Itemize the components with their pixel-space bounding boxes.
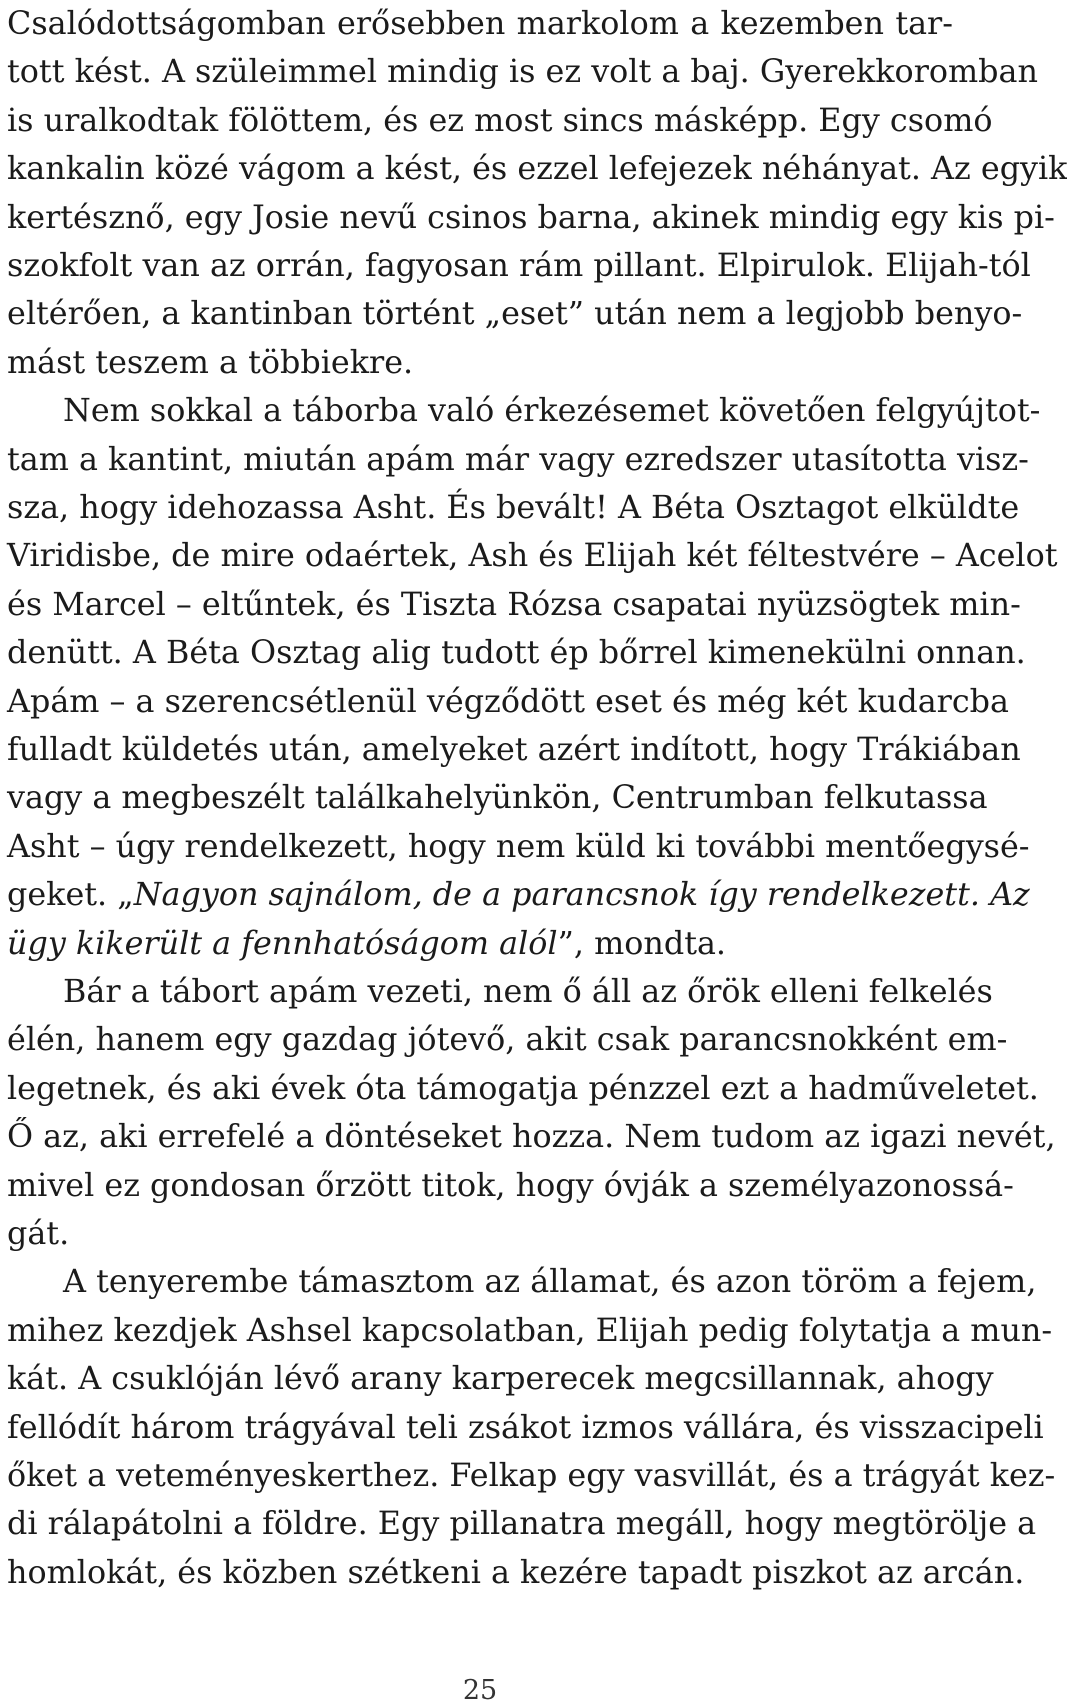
text-line xyxy=(7,1065,1039,1113)
text-segment: Asht – úgy rendelkezett, hogy nem küld ki további mentőegysé- xyxy=(7,827,1030,865)
text-line xyxy=(7,145,1067,193)
text-line xyxy=(7,629,1026,677)
text-segment: geket. „ xyxy=(7,876,134,914)
text-line xyxy=(7,920,953,968)
text-line xyxy=(7,484,1020,532)
italic-text: ügy kikerült a fennhatóságom alól xyxy=(7,924,558,962)
text-line xyxy=(7,1162,1014,1210)
text-segment: di rálapátolni a földre. Egy pillanatra megáll, hogy megtörölje a xyxy=(7,1505,1037,1543)
text-segment: Nem sokkal a táborba való érkezésemet követően felgyújtot- xyxy=(63,392,1041,430)
text-line xyxy=(7,726,1021,774)
text-line xyxy=(7,968,993,1016)
text-line xyxy=(7,823,1030,871)
text-segment: eltérően, a kantinban történt „eset” után nem a legjobb benyo- xyxy=(7,295,1023,333)
text-segment: is uralkodtak fölöttem, és ez most sincs másképp. Egy csomó xyxy=(7,101,993,139)
text-line xyxy=(7,678,1009,726)
text-segment: homlokát, és közben szétkeni a kezére tapadt piszkot az arcán. xyxy=(7,1553,1025,1591)
text-line xyxy=(7,1404,1044,1452)
text-segment: vagy a megbeszélt találkahelyünkön, Centrumban felkutassa xyxy=(7,779,988,817)
text-line xyxy=(7,532,1058,580)
text-line xyxy=(7,1210,953,1258)
text-line xyxy=(7,1549,1025,1597)
text-line xyxy=(7,387,1041,435)
text-line xyxy=(7,581,1021,629)
text-segment: és Marcel – eltűntek, és Tiszta Rózsa csapatai nyüzsögtek min- xyxy=(7,585,1021,623)
text-segment: fulladt küldetés után, amelyeket azért indított, hogy Trákiában xyxy=(7,731,1021,768)
text-segment: kankalin közé vágom a kést, és ezzel lefejezek néhányat. Az egyik xyxy=(7,150,1067,188)
text-segment: őket a veteményeskerthez. Felkap egy vasvillát, és a trágyát kez- xyxy=(7,1457,1056,1494)
text-segment: mivel ez gondosan őrzött titok, hogy óvják a személyazonossá- xyxy=(7,1166,1014,1204)
text-line xyxy=(7,48,1038,96)
text-line xyxy=(7,1452,1056,1500)
text-segment: mihez kezdjek Ashsel kapcsolatban, Elijah pedig folytatja a mun- xyxy=(7,1311,1053,1349)
text-line xyxy=(7,290,1023,338)
text-segment: A tenyerembe támasztom az államat, és azon töröm a fejem, xyxy=(63,1263,1037,1301)
text-segment: kát. A csuklóján lévő arany karperecek megcsillannak, ahogy xyxy=(7,1360,994,1398)
text-line xyxy=(7,436,1029,484)
text-segment: élén, hanem egy gazdag jótevő, akit csak parancsnokként em- xyxy=(7,1021,1008,1059)
text-segment: Csalódottságomban erősebben markolom a kezemben tar- xyxy=(7,5,953,42)
text-line xyxy=(7,1500,1037,1548)
text-segment: fellódít három trágyával teli zsákot izmos vállára, és visszacipeli xyxy=(7,1408,1044,1446)
text-line xyxy=(7,0,953,48)
text-segment: tam a kantint, miután apám már vagy ezredszer utasította visz- xyxy=(7,440,1029,478)
text-segment: Viridisbe, de mire odaértek, Ash és Elijah két féltestvére – Acelot xyxy=(7,537,1058,575)
text-segment: mást teszem a többiekre. xyxy=(7,343,414,381)
text-segment: tott kést. A szüleimmel mindig is ez volt a baj. Gyerekkoromban xyxy=(7,53,1038,91)
text-line xyxy=(7,1355,994,1403)
text-line xyxy=(7,1258,1037,1306)
text-segment: legetnek, és aki évek óta támogatja pénzzel ezt a hadműveletet. xyxy=(7,1069,1039,1107)
text-line xyxy=(7,194,1055,242)
text-line xyxy=(7,1113,1056,1161)
text-line xyxy=(7,871,1030,919)
text-segment: gát. xyxy=(7,1215,70,1252)
text-segment: sza, hogy idehozassa Asht. És bevált! A Béta Osztagot elküldte xyxy=(7,489,1020,526)
text-line xyxy=(7,1016,1008,1064)
text-segment: szokfolt van az orrán, fagyosan rám pillant. Elpirulok. Elijah-tól xyxy=(7,247,1031,284)
text-segment: ”, mondta. xyxy=(557,924,727,962)
italic-text: Nagyon sajnálom, de a parancsnok így rendelkezett. Az xyxy=(133,876,1030,914)
text-segment: Bár a tábort apám vezeti, nem ő áll az őrök elleni felkelés xyxy=(63,973,993,1010)
text-line xyxy=(7,242,1031,290)
text-segment: kertésznő, egy Josie nevű csinos barna, akinek mindig egy kis pi- xyxy=(7,198,1055,236)
text-segment: Apám – a szerencsétlenül végződött eset és még két kudarcba xyxy=(7,682,1009,720)
text-line xyxy=(7,774,988,822)
page-number: 25 xyxy=(462,1675,498,1706)
text-segment: Ő az, aki errefelé a döntéseket hozza. Nem tudom az igazi nevét, xyxy=(7,1118,1056,1156)
text-line xyxy=(7,1307,1053,1355)
text-line xyxy=(7,339,953,387)
text-line xyxy=(7,97,993,145)
text-segment: denütt. A Béta Osztag alig tudott ép bőrrel kimenekülni onnan. xyxy=(7,634,1026,672)
